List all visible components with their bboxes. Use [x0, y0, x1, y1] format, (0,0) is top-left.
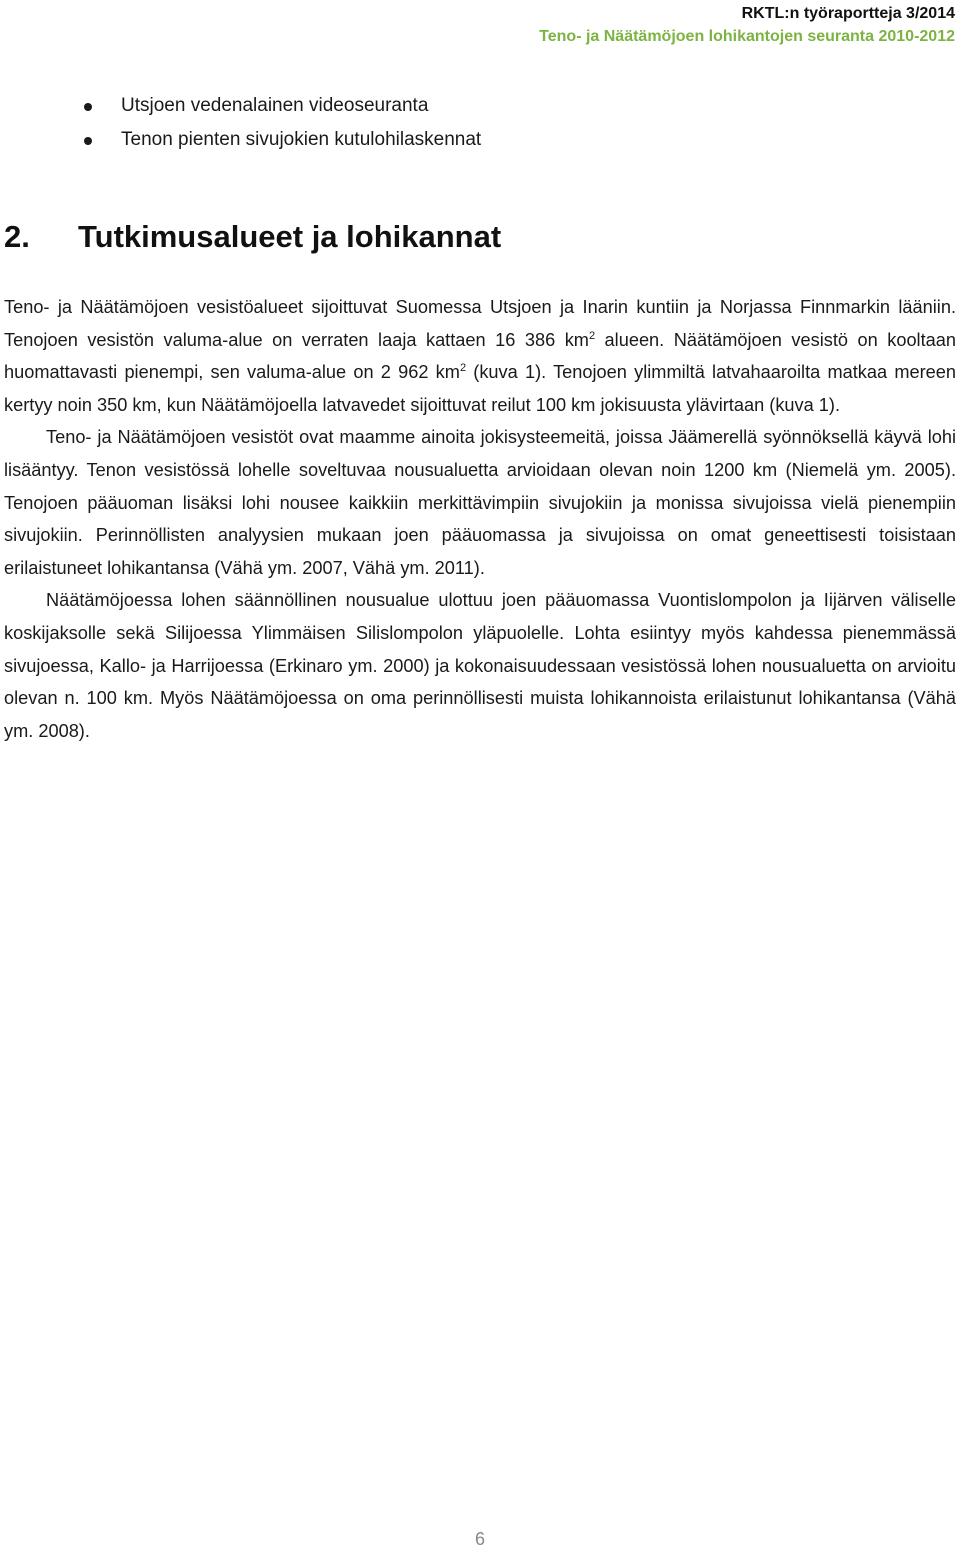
body-text	[4, 291, 956, 747]
paragraph-1-part-3: (kuva 1). Tenojoen ylimmiltä latvahaaroilta matkaa mereen kertyy noin 350 km, kun Näätämöjoella latvavedet sijoittuvat reilut 100 km jokisuusta ylävirtaan (kuva 1).	[4, 362, 956, 415]
superscript-2: 2	[459, 362, 467, 375]
section-title-text: Tutkimusalueet ja lohikannat	[78, 219, 502, 254]
bullet-icon	[84, 137, 92, 145]
bullet-icon	[84, 103, 92, 111]
superscript-2: 2	[588, 329, 596, 342]
page-number: 6	[474, 1529, 485, 1549]
section-heading	[4, 219, 501, 255]
running-header	[539, 2, 955, 48]
paragraph-1-part-1: Teno- ja Näätämöjoen vesistöalueet sijoittuvat Suomessa Utsjoen ja Inarin kuntiin ja Norjassa Finnmarkin lääniin. Tenojoen vesistön valuma-alue on verraten laaja kattaen 16 386 km	[4, 297, 956, 350]
paragraph-3: Näätämöjoessa lohen säännöllinen nousualue ulottuu joen pääuomassa Vuontislompolon ja Iijärven väliselle koskijaksolle sekä Silijoessa Ylimmäisen Silislompolon yläpuolelle. Lohta esiintyy myös kahdessa pienemmässä sivujoessa, Kallo- ja Harrijoessa (Erkinaro ym. 2000) ja kokonaisuudessaan vesistössä lohen nousualuetta on arvioitu olevan n. 100 km. Myös Näätämöjoessa on oma perinnöllisesti muista lohikannoista erilaistunut lohikantansa (Vähä ym. 2008).	[4, 590, 956, 741]
paragraph-2: Teno- ja Näätämöjoen vesistöt ovat maamme ainoita jokisysteemeitä, joissa Jäämerellä syönnöksellä käyvä lohi lisääntyy. Tenon vesistössä lohelle soveltuvaa nousualuetta arvioidaan olevan noin 1200 km (Niemelä ym. 2005). Tenojoen pääuoman lisäksi lohi nousee kaikkiin merkittävimpiin sivujokiin ja monissa sivujoissa vielä pienempiin sivujokiin. Perinnöllisten analyysien mukaan joen pääuomassa ja sivujoissa on omat geneettisesti toisistaan erilaistuneet lohikantansa (Vähä ym. 2007, Vähä ym. 2011).	[4, 427, 956, 578]
bullet-item	[0, 89, 481, 123]
paragraph-1-part-2: alueen. Näätämöjoen vesistö on kooltaan huomattavasti pienempi, sen valuma-alue on 2 962 km	[4, 329, 956, 383]
paragraph-1	[4, 291, 956, 421]
bullet-list	[0, 89, 481, 157]
bullet-item	[0, 123, 481, 157]
report-subtitle: Teno- ja Näätämöjoen lohikantojen seuranta 2010-2012	[539, 28, 955, 45]
bullet-text: Utsjoen vedenalainen videoseuranta	[121, 95, 429, 116]
bullet-text: Tenon pienten sivujokien kutulohilaskennat	[121, 129, 482, 150]
report-series: RKTL:n työraportteja 3/2014	[741, 5, 955, 22]
section-number: 2.	[4, 219, 30, 254]
